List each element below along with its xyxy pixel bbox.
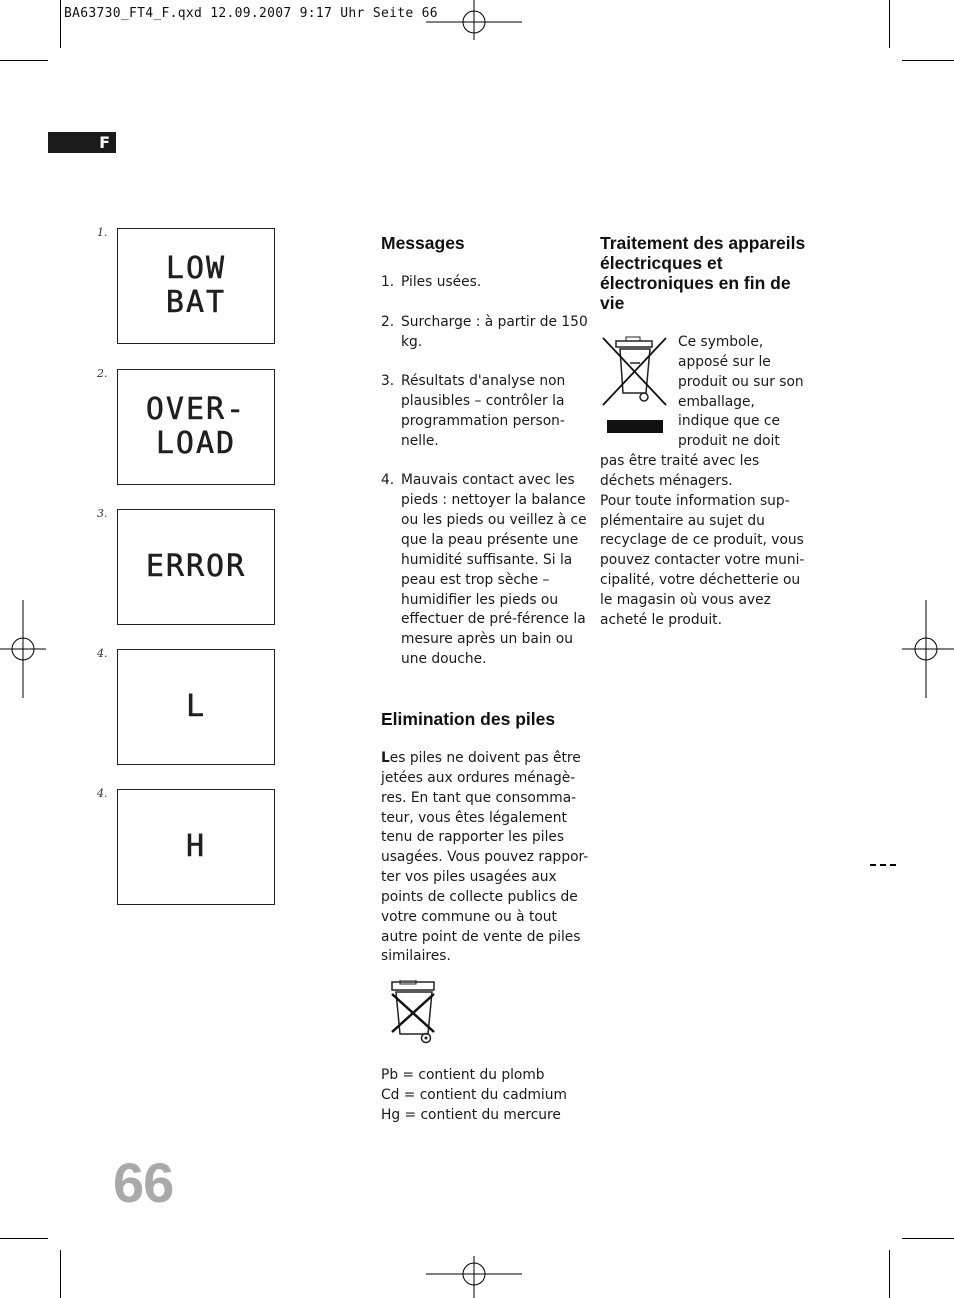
traitement-section <box>600 233 810 313</box>
list-item-text: Surcharge : à partir de 150 kg. <box>401 313 588 350</box>
figure-label: 1. <box>97 226 108 239</box>
list-item <box>381 313 593 353</box>
messages-title: Messages <box>381 233 465 253</box>
list-item-text: Résultats d'analyse non plausibles – contrôler la programmation person-nelle. <box>401 373 566 449</box>
traitement-text-line: pas être traité avec les déchets ménagers. <box>600 453 760 489</box>
crop-mark <box>902 1238 954 1239</box>
elimination-title: Elimination des piles <box>381 709 556 729</box>
legend-line: Pb = contient du plomb <box>381 1067 545 1083</box>
list-item-number: 4. <box>381 472 395 489</box>
figure-label: 2. <box>97 367 108 380</box>
lcd-text: ERROR <box>145 549 247 584</box>
list-item-number: 1. <box>381 274 395 290</box>
lcd-text: L <box>185 689 207 724</box>
registration-mark-icon <box>426 1256 526 1298</box>
list-item <box>381 273 593 293</box>
crop-mark <box>60 1250 61 1298</box>
figure-label: 4. <box>97 787 108 800</box>
figure-label: 4. <box>97 647 108 660</box>
lcd-text: OVER- LOAD <box>145 392 247 461</box>
lcd-text: LOW BAT <box>165 251 227 320</box>
page-number: 66 <box>113 1151 174 1214</box>
crop-mark <box>889 1250 890 1298</box>
drop-letter: L <box>381 750 390 766</box>
list-item-number: 3. <box>381 373 395 390</box>
traitement-title: Traitement des appareils électricques et électroniques en fin de vie <box>600 233 806 313</box>
elimination-body: es piles ne doivent pas être jetées aux ordures ménagè-res. En tant que consomma-teur, vous êtes légalement tenu de rapporter les piles usagées. Vous pouvez rappor-ter vos piles usagées aux points de collecte publics de votre commune ou à tout autre point de vente de piles similaires. <box>381 750 589 965</box>
lcd-display-low-bat <box>117 228 275 344</box>
legend-line: Cd = contient du cadmium <box>381 1086 567 1103</box>
legend-line: Hg = contient du mercure <box>381 1106 561 1123</box>
elimination-section <box>381 709 591 967</box>
list-item-number: 2. <box>381 313 395 330</box>
language-tab <box>48 132 116 153</box>
list-item-text: Piles usées. <box>401 274 482 290</box>
language-tab-label: F <box>99 133 110 152</box>
crop-mark <box>889 0 890 48</box>
figure-label: 3. <box>97 507 108 520</box>
crop-mark <box>60 0 61 48</box>
lcd-text: H <box>185 829 207 864</box>
lcd-display-error <box>117 509 275 625</box>
list-item-text: Mauvais contact avec les pieds : nettoyer la balance ou les pieds ou veillez à ce que la peau présente une humidité suffisante. Si la peau est trop sèche – humidifier les pieds ou effectuer de pré-férence la mesure après un bain ou une douche. <box>401 472 587 668</box>
list-item <box>381 372 593 451</box>
list-item <box>381 471 593 669</box>
crossed-bin-weee-icon <box>600 335 670 437</box>
traitement-text-beside-icon: Ce symbole, apposé sur le produit ou sur son emballage, indique que ce produit ne doit <box>678 334 804 450</box>
lcd-display-h <box>117 789 275 905</box>
registration-mark-icon <box>0 600 48 698</box>
registration-mark-icon <box>426 0 526 40</box>
crop-mark <box>0 60 48 61</box>
lcd-display-overload <box>117 369 275 485</box>
heavy-metal-legend <box>381 1066 591 1126</box>
registration-mark-icon <box>902 600 954 698</box>
messages-list <box>381 273 593 670</box>
crop-mark <box>0 1238 48 1239</box>
crop-mark <box>902 60 954 61</box>
messages-section <box>381 233 593 670</box>
elimination-text <box>381 749 591 967</box>
dash-mark <box>870 864 896 866</box>
file-slug: BA63730_FT4_F.qxd 12.09.2007 9:17 Uhr Seite 66 <box>64 6 438 21</box>
traitement-text-after <box>600 452 810 631</box>
traitement-text-more: Pour toute information sup-plémentaire au sujet du recyclage de ce produit, vous pouvez contacter votre muni-cipalité, votre déchetterie ou le magasin où vous avez acheté le produit. <box>600 492 805 628</box>
lcd-display-l <box>117 649 275 765</box>
crossed-bin-icon <box>386 980 444 1046</box>
